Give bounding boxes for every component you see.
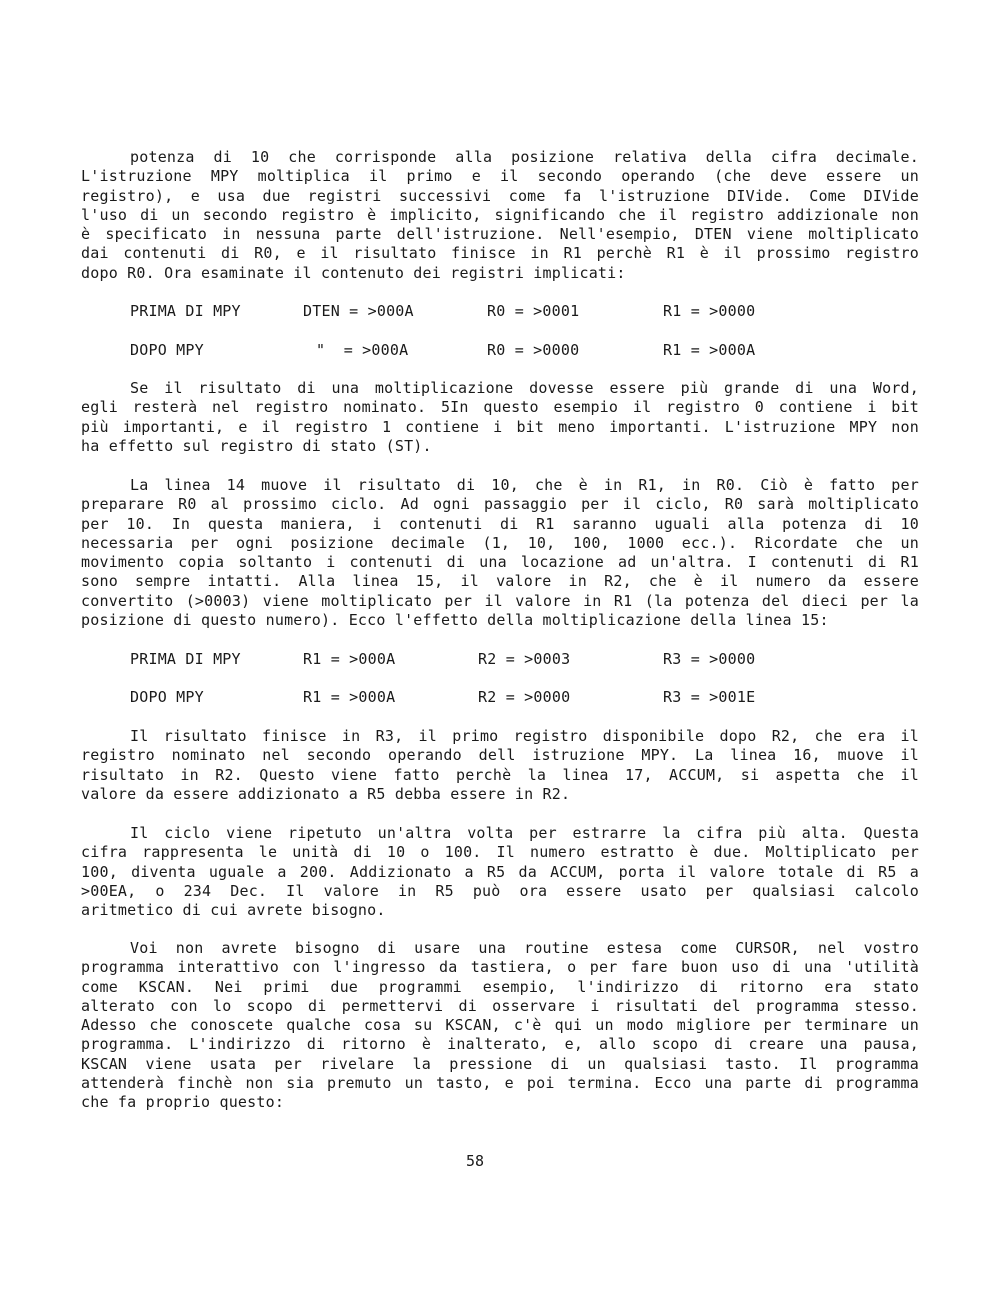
paragraph-5	[81, 824, 919, 920]
text-line: Se il risultato di una moltiplicazione dovesse essere più grande di una Word,	[130, 379, 919, 397]
register-row-before	[0, 302, 1000, 322]
register-value: R1 = >000A	[303, 688, 396, 706]
row-label: DOPO MPY	[130, 341, 204, 359]
register-value: DTEN = >000A	[303, 302, 414, 320]
register-value: R2 = >0003	[478, 650, 571, 668]
paragraph-2	[81, 379, 919, 456]
text-line: che fa proprio questo:	[81, 1093, 285, 1112]
text-line: registro nominato nel secondo operando dell istruzione MPY. La linea 16, muove il	[81, 746, 919, 765]
text-line: dai contenuti di R0, e il risultato finisce in R1 perchè R1 è il prossimo registro	[81, 244, 919, 263]
text-line: sono sempre intatti. Alla linea 15, il valore in R2, che è il numero da essere	[81, 572, 919, 591]
text-line: come KSCAN. Nei primi due programmi esempio, l'indirizzo di ritorno era stato	[81, 977, 919, 996]
text-line: necessaria per ogni posizione decimale (1, 10, 100, 1000 ecc.). Ricordate che un	[81, 533, 919, 552]
text-line: Il ciclo viene ripetuto un'altra volta per estrarre la cifra più alta. Questa	[130, 824, 919, 842]
register-value: R1 = >000A	[663, 341, 756, 359]
row-label: PRIMA DI MPY	[130, 302, 241, 320]
text-line: programma. L'indirizzo di ritorno è inalterato, e, allo scopo di creare una pausa,	[81, 1035, 919, 1054]
text-line: attenderà finchè non sia premuto un tasto, e poi termina. Ecco una parte di programma	[81, 1074, 919, 1093]
register-value: R1 = >000A	[303, 650, 396, 668]
text-line: potenza di 10 che corrisponde alla posizione relativa della cifra decimale.	[130, 148, 919, 166]
text-line: movimento copia soltanto i contenuti di una locazione ad un'altra. I contenuti di R1	[81, 553, 919, 572]
register-value: R0 = >0000	[487, 341, 580, 359]
text-line: programma interattivo con l'ingresso da tastiera, o per fare buon uso di una 'utilità	[81, 958, 919, 977]
text-line: registro), e usa due registri successivi come fa l'istruzione DIVide. Come DIVide	[81, 186, 919, 205]
register-value: R0 = >0001	[487, 302, 580, 320]
text-line: >00EA, o 234 Dec. Il valore in R5 può ora essere usato per qualsiasi calcolo	[81, 881, 919, 900]
text-line: è specificato in nessuna parte dell'istruzione. Nell'esempio, DTEN viene moltiplicato	[81, 225, 919, 244]
text-line: cifra rappresenta le unità di 10 o 100. Il numero estratto è due. Moltiplicato per	[81, 843, 919, 862]
register-value: R1 = >0000	[663, 302, 756, 320]
register-value: R3 = >001E	[663, 688, 756, 706]
text-line: 100, diventa uguale a 200. Addizionato a R5 da ACCUM, porta il valore totale di R5 a	[81, 862, 919, 881]
register-value: R3 = >0000	[663, 650, 756, 668]
page-number: 58	[465, 1152, 485, 1170]
text-line: ha effetto sul registro di stato (ST).	[81, 436, 432, 455]
text-line: valore da essere addizionato a R5 debba essere in R2.	[81, 784, 571, 803]
text-line: per 10. In questa maniera, i contenuti di R1 saranno uguali alla potenza di 10	[81, 514, 919, 533]
register-row-before	[0, 650, 1000, 670]
register-row-after	[0, 688, 1000, 708]
register-row-after	[0, 341, 1000, 361]
text-line: egli resterà nel registro nominato. 5In questo esempio il registro 0 contiene i bit	[81, 398, 919, 417]
text-line: risultato in R2. Questo viene fatto perchè la linea 17, ACCUM, si aspetta che il	[81, 765, 919, 784]
register-value: " = >000A	[316, 341, 409, 359]
text-line: dopo R0. Ora esaminate il contenuto dei registri implicati:	[81, 263, 626, 282]
paragraph-4	[81, 727, 919, 804]
text-line: La linea 14 muove il risultato di 10, che è in R1, in R0. Ciò è fatto per	[130, 476, 919, 494]
text-line: alterato con lo scopo di permettervi di osservare i risultati del programma stesso.	[81, 996, 919, 1015]
text-line: L'istruzione MPY moltiplica il primo e il secondo operando (che deve essere un	[81, 167, 919, 186]
text-line: KSCAN viene usata per rivelare la pressione di un qualsiasi tasto. Il programma	[81, 1054, 919, 1073]
paragraph-6	[81, 939, 919, 1113]
text-line: aritmetico di cui avrete bisogno.	[81, 901, 386, 920]
text-line: preparare R0 al prossimo ciclo. Ad ogni passaggio per il ciclo, R0 sarà moltiplicato	[81, 495, 919, 514]
text-line: Voi non avrete bisogno di usare una routine estesa come CURSOR, nel vostro	[130, 939, 919, 957]
text-line: l'uso di un secondo registro è implicito, significando che il registro addizionale non	[81, 205, 919, 224]
text-line: convertito (>0003) viene moltiplicato per il valore in R1 (la potenza del dieci per la	[81, 591, 919, 610]
row-label: PRIMA DI MPY	[130, 650, 241, 668]
register-value: R2 = >0000	[478, 688, 571, 706]
text-line: Adesso che conoscete qualche cosa su KSCAN, c'è qui un modo migliore per terminare un	[81, 1016, 919, 1035]
row-label: DOPO MPY	[130, 688, 204, 706]
text-line: Il risultato finisce in R3, il primo registro disponibile dopo R2, che era il	[130, 727, 919, 745]
text-line: più importanti, e il registro 1 contiene i bit meno importanti. L'istruzione MPY non	[81, 417, 919, 436]
text-line: posizione di questo numero). Ecco l'effetto della moltiplicazione della linea 15:	[81, 611, 829, 630]
paragraph-3	[81, 476, 919, 630]
paragraph-1	[81, 148, 919, 283]
